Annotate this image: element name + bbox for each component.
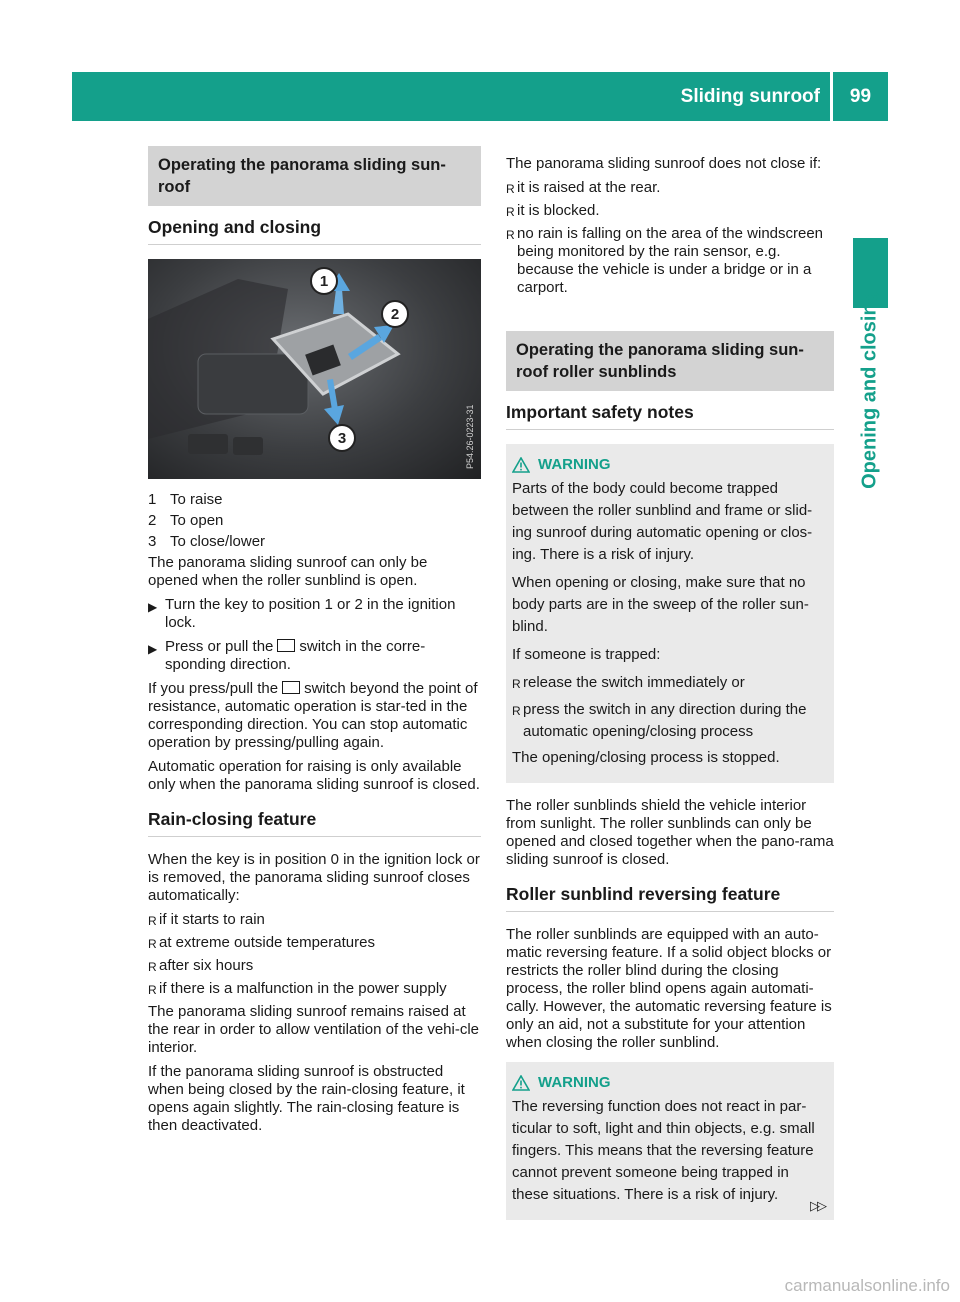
step-arrow-icon: ▶ bbox=[148, 642, 158, 656]
warning-triangle-icon bbox=[512, 457, 530, 473]
page-header bbox=[72, 72, 888, 121]
page-number: 99 bbox=[849, 85, 872, 107]
bullet-icon: R bbox=[148, 937, 157, 951]
bullet-item: R after six hours bbox=[148, 957, 254, 974]
legend-text: To close/lower bbox=[170, 533, 266, 550]
paragraph: The panorama sliding sunroof can only be opened when the roller sunblind is open. bbox=[148, 554, 428, 589]
instruction-step bbox=[148, 596, 481, 632]
figure-code: P54.26-0223-31 bbox=[465, 404, 475, 469]
switch-icon bbox=[277, 639, 295, 652]
paragraph: If you press/pull the switch beyond the point of resistance, automatic operation is star-ted in the corresponding direction. You can stop automatic operation by pressing/pulling again. bbox=[148, 680, 478, 751]
bullet-item: R release the switch immediately or bbox=[512, 672, 826, 695]
bullet-item: R no rain is falling on the area of the windscreen being monitored by the rain sensor, e.g. because the vehicle is under a bridge or in a carport. bbox=[506, 225, 824, 296]
right-column bbox=[506, 155, 834, 1234]
instruction-step bbox=[148, 638, 481, 674]
warning-header: WARNING bbox=[512, 454, 826, 476]
legend-number: 3 bbox=[148, 533, 157, 550]
warning-header: WARNING bbox=[512, 1072, 826, 1094]
legend-item bbox=[148, 533, 481, 551]
bullet-icon: R bbox=[148, 914, 157, 928]
paragraph: Automatic operation for raising is only available only when the panorama sliding sunroof is closed. bbox=[148, 758, 480, 793]
bullet-icon: R bbox=[506, 182, 515, 196]
warning-text: If someone is trapped: bbox=[512, 646, 661, 663]
warning-box bbox=[506, 444, 834, 783]
legend-number: 2 bbox=[148, 512, 157, 529]
chapter-title: Sliding sunroof bbox=[680, 85, 820, 107]
paragraph: The panorama sliding sunroof remains raised at the rear in order to allow ventilation of the vehi-cle interior. bbox=[148, 1003, 480, 1056]
side-tab-label: Opening and closing bbox=[858, 291, 881, 489]
paragraph: When the key is in position 0 in the ignition lock or is removed, the panorama sliding sunroof closes automatically: bbox=[148, 851, 480, 904]
paragraph: If the panorama sliding sunroof is obstructed when being closed by the rain-closing feature, it opens again slightly. The rain-closing feature is then deactivated. bbox=[148, 1063, 465, 1134]
warning-box bbox=[506, 1062, 834, 1220]
section-title: Operating the panorama sliding sun-roof bbox=[148, 146, 481, 206]
bullet-item: R it is blocked. bbox=[506, 202, 600, 219]
continued-arrow-icon: ▷▷ bbox=[810, 1198, 824, 1213]
bullet-icon: R bbox=[506, 205, 515, 219]
paragraph: The roller sunblinds are equipped with an auto-matic reversing feature. If a solid object blocks or restricts the roller blind during the closing process, the roller blind opens again automati-cally. However, the automatic reversing feature is only an aid, not a substitute for your attention when closing the roller sunblind. bbox=[506, 926, 832, 1051]
step-arrow-icon: ▶ bbox=[148, 600, 158, 614]
bullet-icon: R bbox=[506, 228, 515, 242]
bullet-item: R at extreme outside temperatures bbox=[148, 934, 375, 951]
sunroof-switch-photo bbox=[148, 259, 481, 479]
warning-text: Parts of the body could become trapped between the roller sunblind and frame or slid-ing sunroof during automatic opening or clos-ing. There is a risk of injury. bbox=[512, 480, 813, 563]
section-title: Operating the panorama sliding sun-roof roller sunblinds bbox=[506, 331, 834, 391]
subheading: Roller sunblind reversing feature bbox=[506, 885, 834, 912]
paragraph: The panorama sliding sunroof does not close if: bbox=[506, 155, 822, 172]
legend-item bbox=[148, 512, 481, 530]
bullet-item: R if it starts to rain bbox=[148, 911, 265, 928]
paragraph: The roller sunblinds shield the vehicle interior from sunlight. The roller sunblinds can only be opened and closed together when the pano-rama sliding sunroof is closed. bbox=[506, 797, 834, 868]
switch-icon bbox=[282, 681, 300, 694]
bullet-icon: R bbox=[512, 677, 521, 691]
bullet-item: R it is raised at the rear. bbox=[506, 179, 661, 196]
legend-text: To open bbox=[170, 512, 224, 529]
subheading: Important safety notes bbox=[506, 403, 834, 430]
bullet-icon: R bbox=[512, 704, 521, 718]
legend-item bbox=[148, 491, 481, 509]
subheading: Opening and closing bbox=[148, 218, 481, 245]
bullet-item: R if there is a malfunction in the power supply bbox=[148, 980, 447, 997]
warning-text: The reversing function does not react in par-ticular to soft, light and thin objects, e.g. small fingers. This means that the reversing feature cannot prevent someone being trapped in these situations. There is a risk of injury. bbox=[512, 1098, 815, 1203]
step-text: Press or pull the switch in the corre-sponding direction. bbox=[165, 638, 426, 673]
legend-text: To raise bbox=[170, 491, 223, 508]
photo-illustration bbox=[148, 259, 481, 479]
bullet-item: R press the switch in any direction during the automatic opening/closing process bbox=[512, 699, 826, 743]
watermark: carmanualsonline.info bbox=[784, 1276, 950, 1295]
svg-text:2: 2 bbox=[390, 306, 400, 323]
subheading: Rain-closing feature bbox=[148, 810, 481, 837]
warning-text: When opening or closing, make sure that no body parts are in the sweep of the roller sun-blind. bbox=[512, 574, 809, 635]
step-text: Turn the key to position 1 or 2 in the ignition lock. bbox=[165, 596, 456, 631]
warning-text: The opening/closing process is stopped. bbox=[512, 749, 780, 766]
svg-text:3: 3 bbox=[337, 430, 347, 447]
svg-text:1: 1 bbox=[319, 273, 329, 290]
bullet-icon: R bbox=[148, 960, 157, 974]
bullet-icon: R bbox=[148, 983, 157, 997]
warning-triangle-icon bbox=[512, 1075, 530, 1091]
legend-number: 1 bbox=[148, 491, 157, 508]
left-column bbox=[148, 146, 481, 1141]
